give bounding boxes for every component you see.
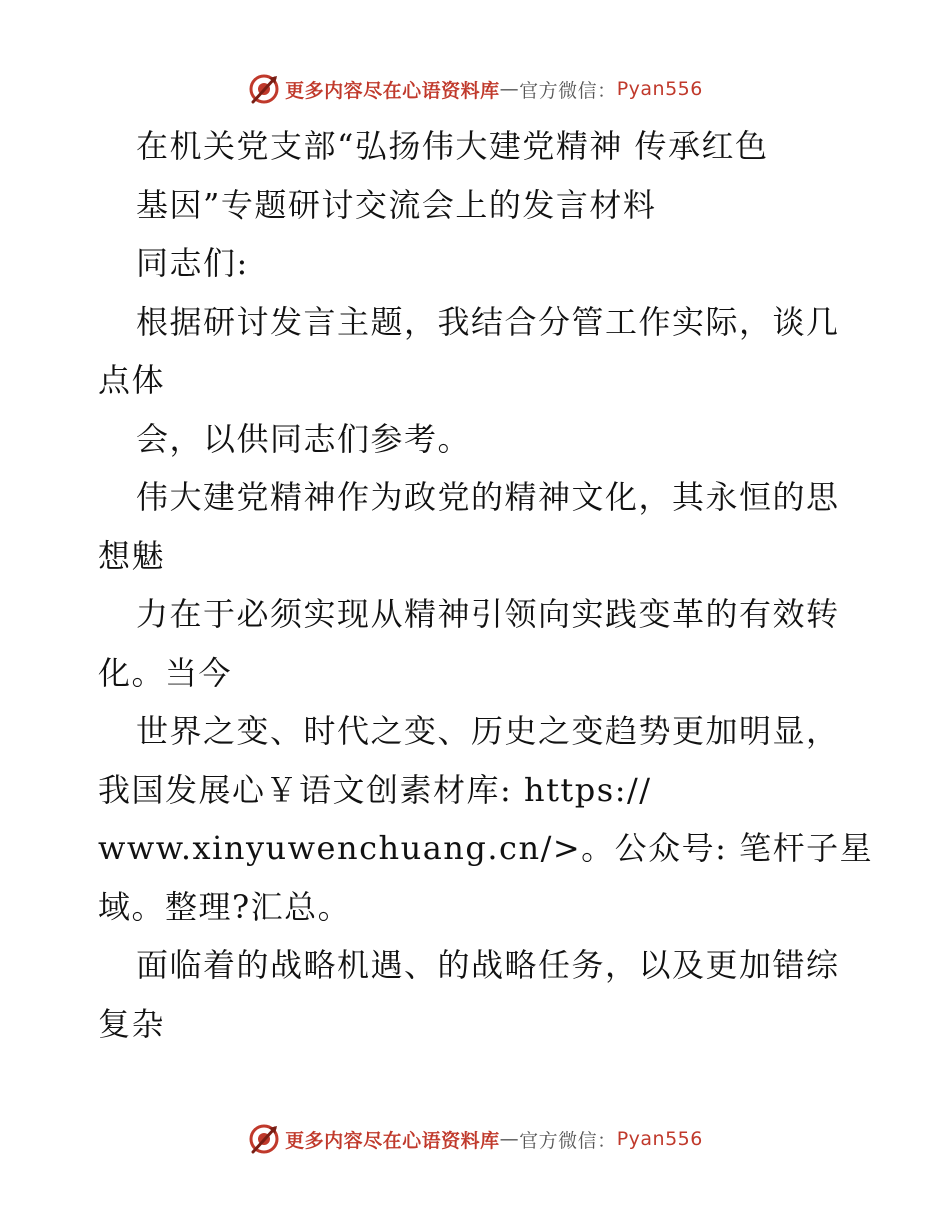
text-line: 复杂 [98, 1004, 166, 1043]
watermark-dash: — [499, 78, 520, 100]
text-line: 想魅 [98, 536, 166, 575]
text-line: 力在于必须实现从精神引领向实践变革的有效转 [136, 595, 840, 633]
text-line: 面临着的战略机遇、的战略任务，以及更加错综 [136, 946, 840, 984]
text-line: 伟大建党精神作为政党的精神文化，其永恒的思 [136, 478, 840, 516]
text-line: 化。当今 [98, 653, 233, 692]
text-line: 域。整理?汇总。 [98, 887, 352, 926]
watermark-official-label: 官方微信： [519, 1129, 617, 1152]
text-line: 基因”专题研讨交流会上的发言材料 [136, 185, 657, 224]
header-watermark [0, 72, 950, 106]
text-line: 点体 [98, 361, 166, 399]
text-line: 会，以供同志们参考。 [136, 419, 472, 458]
watermark-wechat-id: Pyan556 [616, 1128, 703, 1150]
watermark-promo: 更多内容尽在心语资料库 [285, 1129, 500, 1152]
watermark-promo: 更多内容尽在心语资料库 [285, 79, 500, 102]
text-line: 世界之变、时代之变、历史之变趋势更加明显， [136, 712, 840, 750]
watermark-wechat-id: Pyan556 [616, 78, 703, 100]
text-line: 我国发展心￥语文创素材库: https:// [98, 770, 652, 809]
footer-watermark [0, 1122, 950, 1156]
text-line: 根据研讨发言主题，我结合分管工作实际，谈几 [136, 302, 840, 341]
document-body [98, 117, 874, 1053]
text-line: 在机关党支部“弘扬伟大建党精神 传承红色 [136, 127, 769, 165]
quill-logo-icon [247, 72, 281, 106]
quill-logo-icon [247, 1122, 281, 1156]
text-line: 同志们: [136, 244, 249, 282]
watermark-dash: — [499, 1128, 520, 1150]
watermark-official-label: 官方微信： [519, 79, 617, 102]
text-line: www.xinyuwenchuang.cn/>。公众号: 笔杆子星 [98, 829, 874, 867]
